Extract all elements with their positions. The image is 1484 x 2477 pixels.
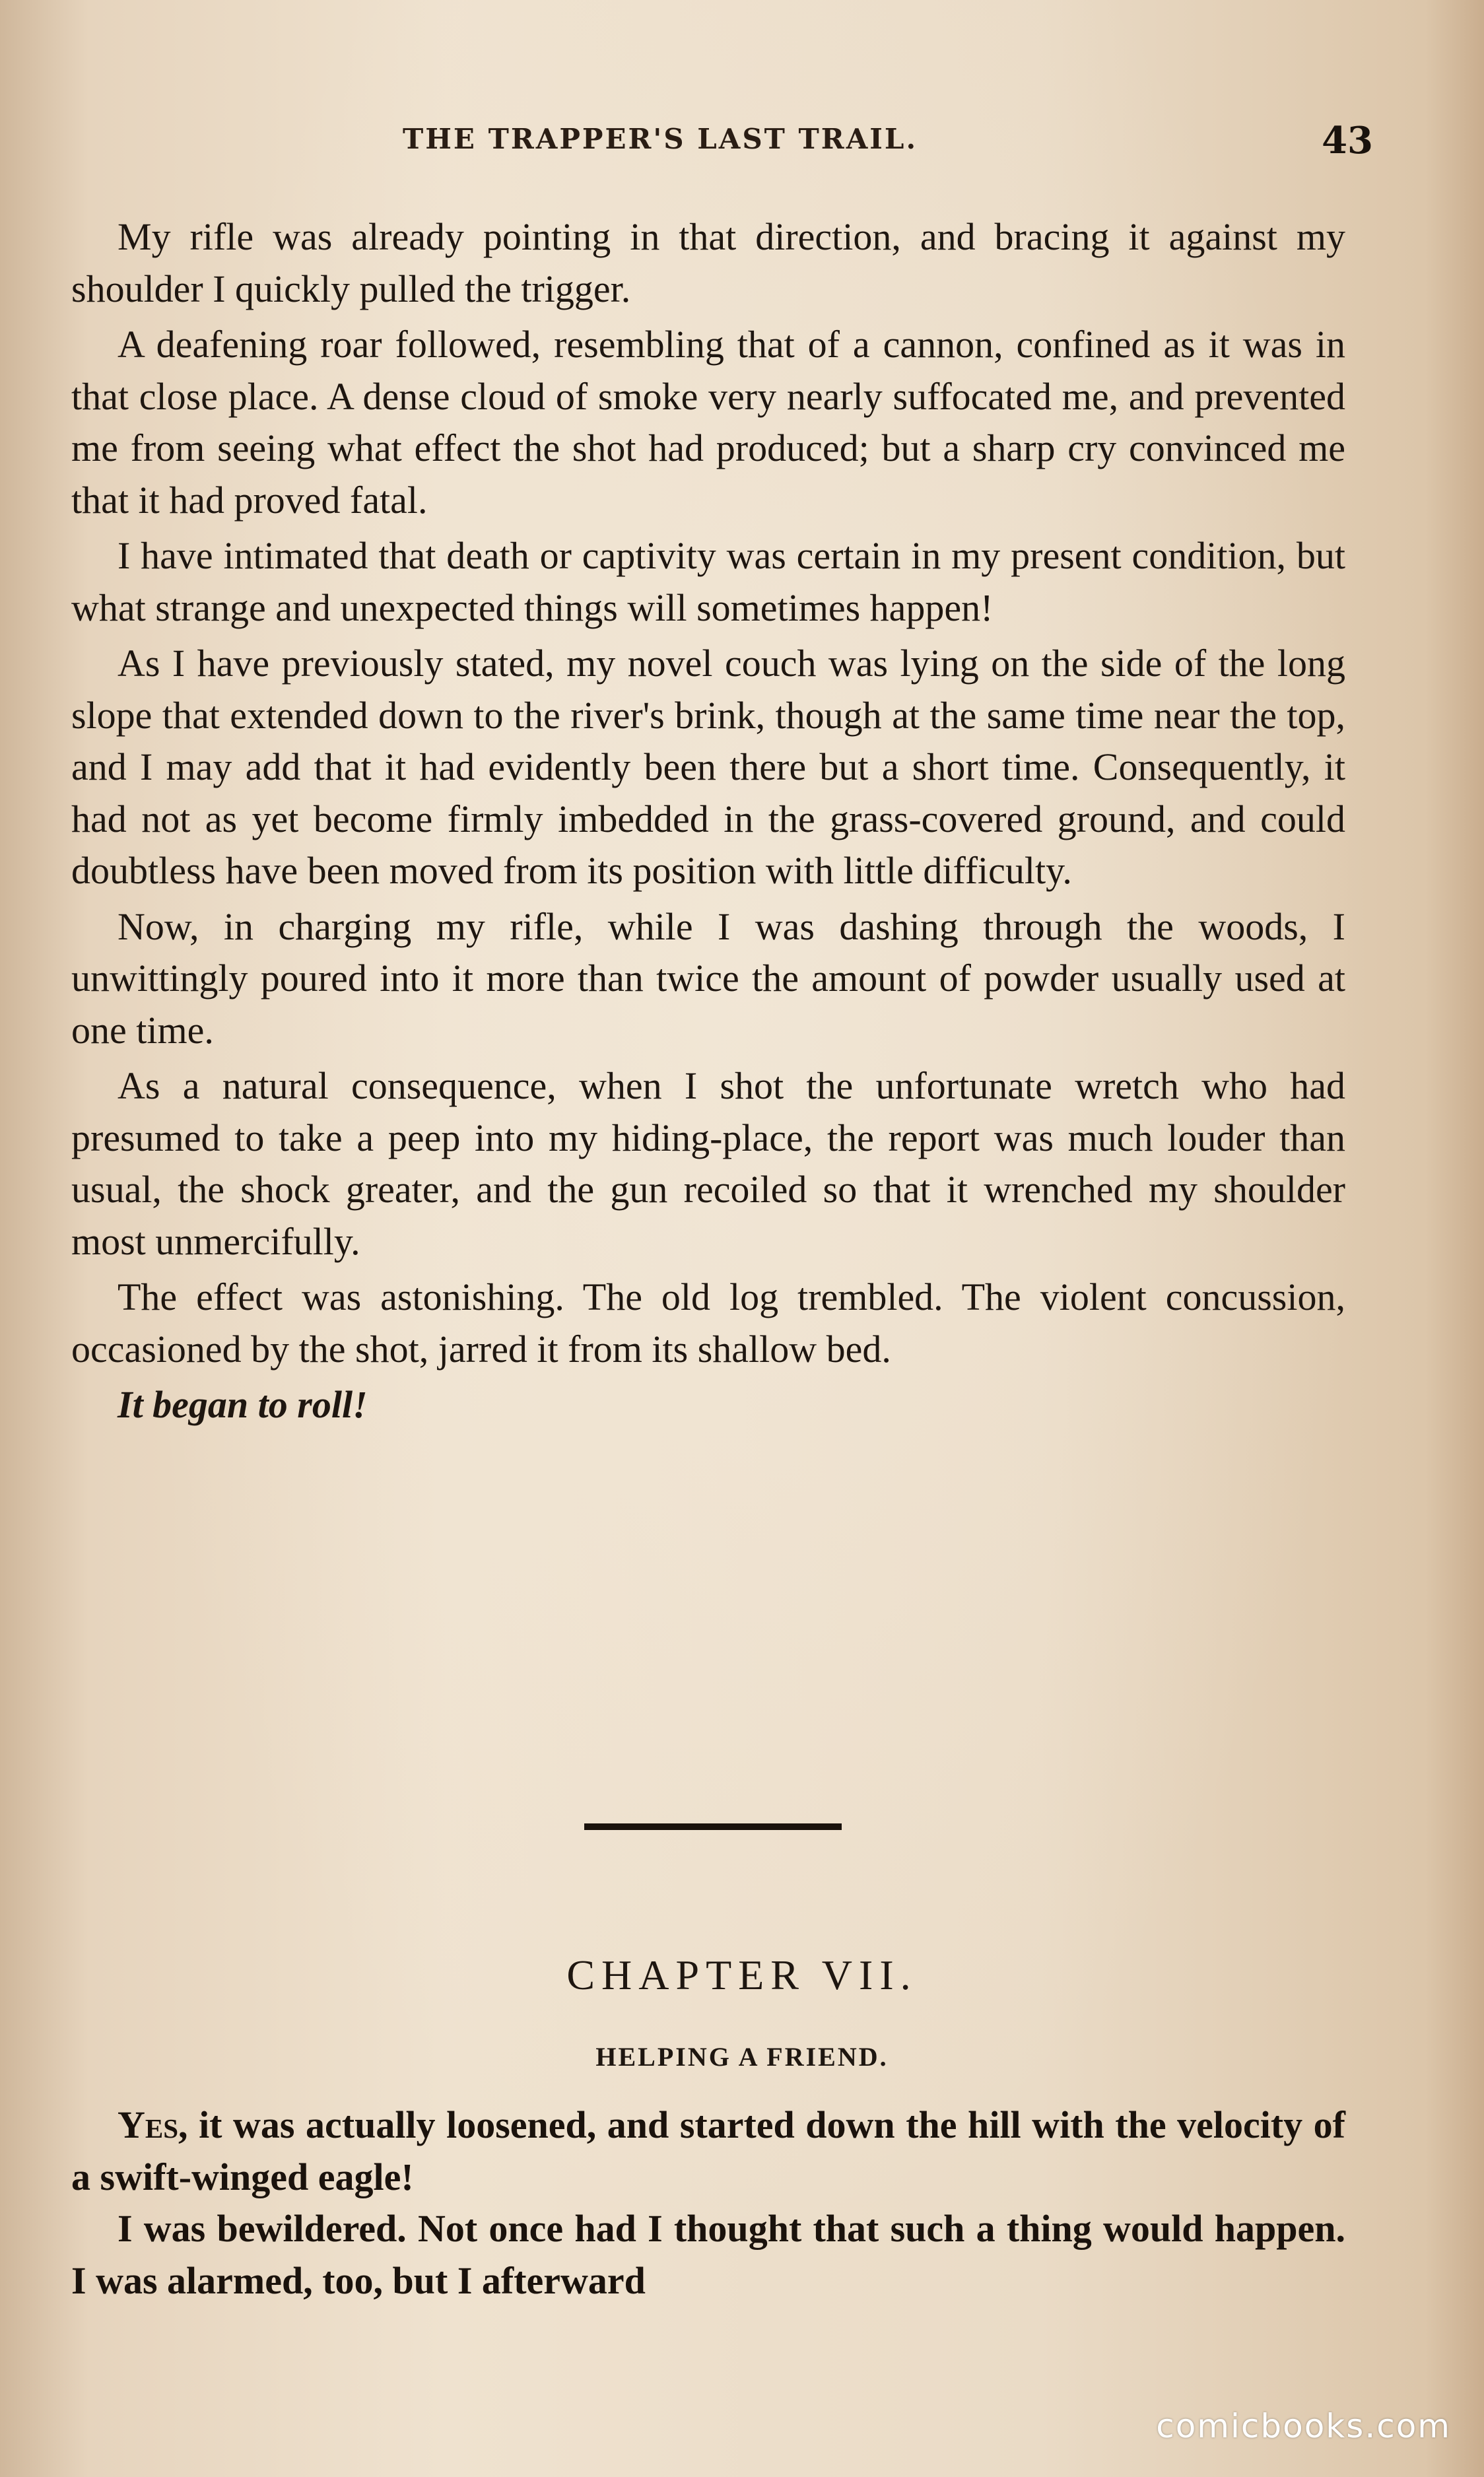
paragraph: As I have previously stated, my novel couch was lying on the side of the long slope that extended down to the river's brink, though at the same time near the top, and I may add that it had evidently been there but a short time. Consequently, it had not as yet become firmly imbedded in the grass-covered ground, and could doubtless have been moved from its position with little difficulty. [71, 642, 1345, 892]
paragraph: The effect was astonishing. The old log trembled. The violent concussion, occasioned by the shot, jarred it from its shallow bed. [71, 1275, 1345, 1371]
chapter-lead-word: Yes, [118, 2103, 188, 2146]
paragraph: As a natural consequence, when I shot the unfortunate wretch who had presumed to take a peep into my hiding-place, the report was much louder than usual, the shock greater, and the gun recoiled so that it wrenched my shoulder most unmercifully. [71, 1064, 1345, 1263]
paragraph: My rifle was already pointing in that direction, and bracing it against my shoulder I quickly pulled the trigger. [71, 215, 1345, 310]
paragraph: A deafening roar followed, resembling that of a cannon, confined as it was in that close place. A dense cloud of smoke very nearly suffocated me, and prevented me from seeing what effect the shot had produced; but a sharp cry convinced me that it had proved fatal. [71, 323, 1345, 522]
running-title: THE TRAPPER'S LAST TRAIL. [403, 123, 918, 155]
paragraph: Now, in charging my rifle, while I was dashing through the woods, I unwittingly poured into it more than twice the amount of powder usually used at one time. [71, 904, 1345, 1052]
paragraph: I have intimated that death or captivity was certain in my present condition, but what strange and unexpected things will sometimes happen! [71, 534, 1345, 629]
chapter-subtitle: HELPING A FRIEND. [595, 2042, 889, 2072]
paragraph-italic: It began to roll! [118, 1383, 368, 1426]
page-header [403, 119, 1373, 172]
paragraph: I was bewildered. Not once had I thought that such a thing would happen. I was alarmed, too, but I afterward [71, 2207, 1345, 2302]
chapter-text [71, 2099, 1345, 2307]
watermark: comicbooks.com [1156, 2407, 1451, 2445]
page-number: 43 [1322, 119, 1373, 162]
body-text [71, 211, 1345, 1435]
paragraph-text: it was actually loosened, and started down the hill with the velocity of a swift-winged eagle! [71, 2103, 1345, 2198]
paragraph [71, 2099, 1345, 2203]
section-divider [584, 1823, 842, 1830]
chapter-title: CHAPTER VII. [566, 1951, 918, 1998]
